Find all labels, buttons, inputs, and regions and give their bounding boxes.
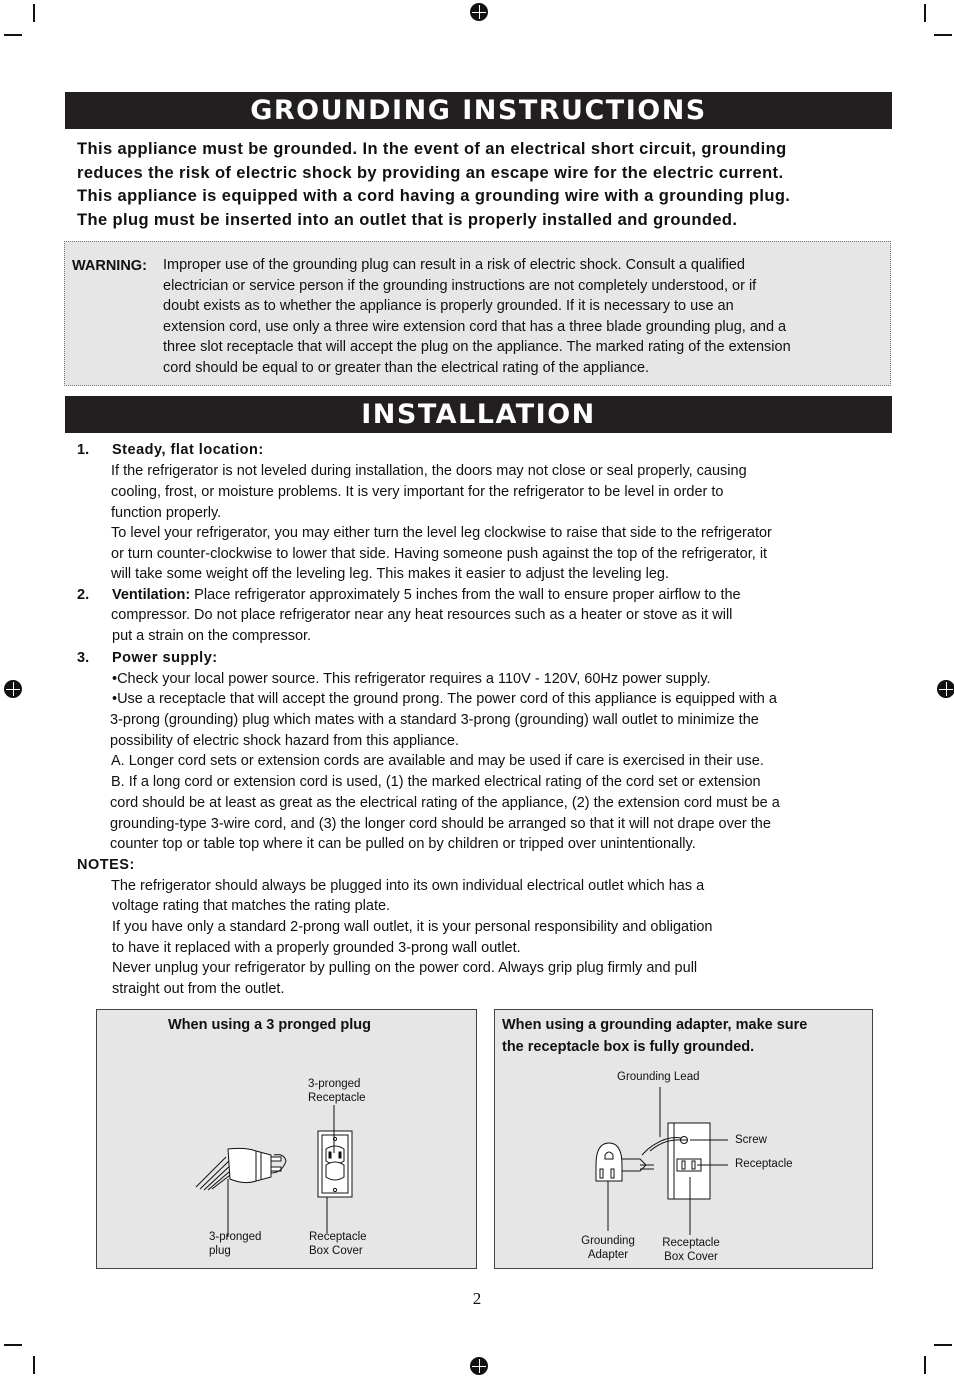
label-grounding-lead: Grounding Lead: [617, 1071, 700, 1083]
item3-line: •Use a receptacle that will accept the ground prong. The power cord of this appliance is equipped with a: [112, 691, 777, 707]
registration-mark-bottom: [470, 1357, 488, 1375]
crop-mark-bottom-left-horizontal: [4, 1344, 22, 1346]
label-line: plug: [209, 1245, 231, 1257]
label-three-pronged-receptacle: [308, 1077, 366, 1105]
title-line: the receptacle box is fully grounded.: [502, 1039, 755, 1055]
intro-line: This appliance is equipped with a cord having a grounding wire with a grounding plug.: [77, 187, 791, 205]
item3-line: counter top or table top where it can be pulled on by children or tripped over unintentionally.: [110, 836, 696, 852]
item3-line: B. If a long cord or extension cord is used, (1) the marked electrical rating of the cord set or extension: [111, 774, 761, 790]
item3-line: •Check your local power source. This refrigerator requires a 110V - 120V, 60Hz power supply.: [112, 671, 711, 687]
item3-line: 3-prong (grounding) plug which mates with a standard 3-prong (grounding) wall outlet to minimize the: [110, 712, 759, 728]
item-number: 3.: [77, 650, 90, 666]
notes-line: The refrigerator should always be plugged into its own individual electrical outlet which has a: [111, 878, 705, 894]
notes-line: If you have only a standard 2-prong wall outlet, it is your personal responsibility and obligation: [112, 919, 713, 935]
item-heading-power-supply: Power supply:: [112, 650, 218, 666]
warning-text: [163, 255, 893, 379]
label-grounding-adapter: [580, 1234, 636, 1262]
title-line: When using a grounding adapter, make sure: [502, 1017, 808, 1033]
item3-line: cord should be at least as great as the electrical rating of the appliance, (2) the extension cord must be a: [110, 795, 780, 811]
label-receptacle-box-cover-right: [659, 1236, 723, 1264]
item2-first-text: Place refrigerator approximately 5 inches from the wall to ensure proper airflow to the: [190, 587, 741, 603]
notes-heading: NOTES:: [77, 857, 135, 873]
grounding-title-banner: GROUNDING INSTRUCTIONS: [65, 92, 892, 129]
label-line: Receptacle: [309, 1231, 367, 1243]
item1-line: function properly.: [111, 505, 222, 521]
label-line: 3-pronged: [308, 1078, 361, 1090]
item2-line: compressor. Do not place refrigerator near any heat resources such as a heater or stove as it will: [111, 607, 733, 623]
label-receptacle: Receptacle: [735, 1158, 793, 1170]
label-line: Receptacle: [308, 1092, 366, 1104]
warning-line: Improper use of the grounding plug can result in a risk of electric shock. Consult a qualified: [163, 257, 745, 273]
registration-mark-top: [470, 3, 488, 21]
label-line: Box Cover: [309, 1245, 363, 1257]
label-line: Adapter: [587, 1249, 629, 1261]
label-screw: Screw: [735, 1134, 767, 1146]
item3-line: A. Longer cord sets or extension cords are available and may be used if care is exercised in their use.: [111, 753, 764, 769]
warning-line: three slot receptacle that will accept the plug on the appliance. The marked rating of the extension: [163, 339, 791, 356]
item-number: 2.: [77, 587, 90, 603]
registration-mark-left: [4, 680, 22, 698]
warning-line: cord should be equal to or greater than the electrical rating of the appliance.: [163, 359, 650, 376]
label-line: 3-pronged: [209, 1231, 262, 1243]
item1-line: will take some weight off the leveling leg. This makes it easier to adjust the leveling leg.: [111, 566, 670, 582]
notes-line: voltage rating that matches the rating plate.: [112, 898, 391, 914]
installation-title-banner: INSTALLATION: [65, 396, 892, 433]
label-line: Grounding: [581, 1235, 635, 1247]
item1-line: To level your refrigerator, you may either turn the level leg clockwise to raise that side to the refrigerator: [111, 525, 772, 541]
intro-line: This appliance must be grounded. In the event of an electrical short circuit, grounding: [77, 140, 787, 158]
item-number: 1.: [77, 442, 90, 458]
grounding-adapter-illustration: [494, 1009, 873, 1269]
intro-line: reduces the risk of electric shock by providing an escape wire for the electric current.: [77, 163, 784, 182]
three-prong-plug-illustration: [96, 1009, 477, 1269]
intro-line: The plug must be inserted into an outlet that is properly installed and grounded.: [77, 210, 738, 229]
crop-mark-top-right-vertical: [924, 4, 926, 22]
label-line: Box Cover: [664, 1251, 718, 1263]
crop-mark-top-right-horizontal: [934, 34, 952, 36]
registration-mark-right: [937, 680, 954, 698]
label-line: Receptacle: [662, 1237, 720, 1249]
notes-line: Never unplug your refrigerator by pulling on the power cord. Always grip plug firmly and pull: [112, 960, 698, 976]
notes-line: to have it replaced with a properly grounded 3-prong wall outlet.: [112, 940, 521, 956]
item2-first-line: [112, 587, 741, 603]
item3-line: possibility of electric shock hazard from this appliance.: [110, 733, 459, 749]
item-heading-steady-location: Steady, flat location:: [112, 442, 264, 458]
item1-line: or turn counter-clockwise to lower that side. Having someone push against the top of the refrigerator, it: [111, 546, 768, 562]
item3-line: grounding-type 3-wire cord, and (3) the longer cord should be arranged so that it will not drape over the: [110, 816, 771, 832]
notes-line: straight out from the outlet.: [112, 981, 285, 997]
item1-line: cooling, frost, or moisture problems. It is very important for the refrigerator to be level in order to: [111, 484, 724, 500]
crop-mark-bottom-right-vertical: [924, 1356, 926, 1374]
item2-line: put a strain on the compressor.: [112, 628, 312, 644]
crop-mark-bottom-left-vertical: [33, 1356, 35, 1374]
warning-line: extension cord, use only a three wire extension cord that has a three blade grounding plug, and a: [163, 318, 787, 335]
label-three-pronged-plug: [209, 1230, 261, 1258]
warning-line: electrician or service person if the grounding instructions are not completely understood, or if: [163, 277, 757, 294]
item1-line: If the refrigerator is not leveled during installation, the doors may not close or seal properly, causing: [111, 463, 747, 479]
label-receptacle-box-cover: [309, 1230, 367, 1258]
warning-line: doubt exists as to whether the appliance is properly grounded. If it is necessary to use an: [163, 298, 734, 315]
warning-label: WARNING:: [72, 258, 147, 274]
page-number: 2: [472, 1289, 482, 1308]
crop-mark-bottom-right-horizontal: [934, 1344, 952, 1346]
figure-left-title: When using a 3 pronged plug: [168, 1017, 371, 1033]
item-heading-ventilation: Ventilation:: [112, 587, 191, 603]
crop-mark-top-left-vertical: [33, 4, 35, 22]
crop-mark-top-left-horizontal: [4, 34, 22, 36]
grounding-intro: [77, 138, 897, 232]
